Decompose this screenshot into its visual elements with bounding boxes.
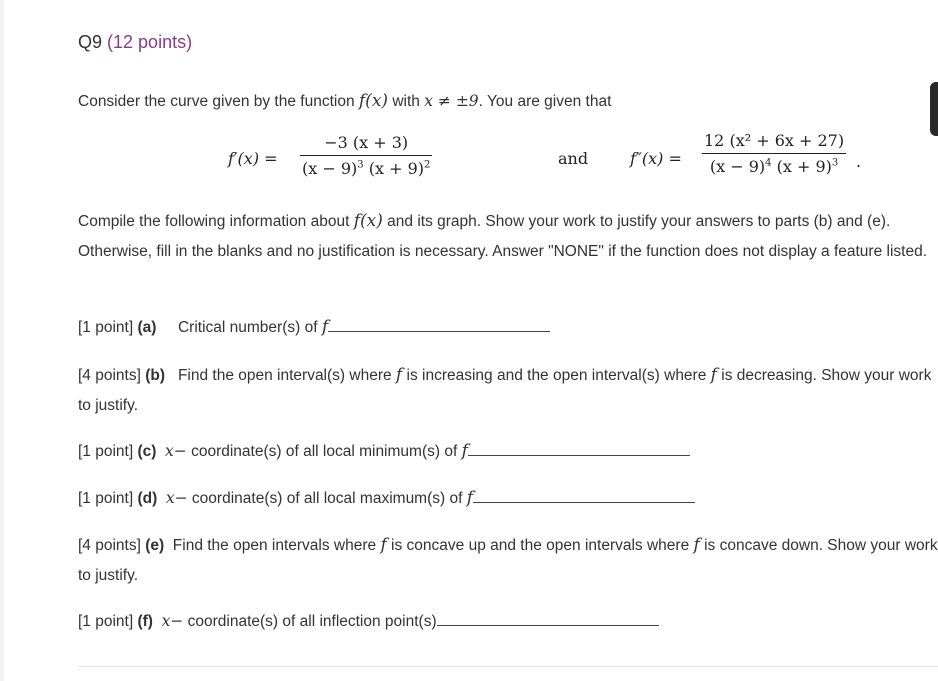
- part-b-f1: f: [395, 365, 403, 385]
- part-b-f2: f: [710, 365, 717, 385]
- part-a-answer-blank[interactable]: [328, 317, 550, 332]
- fdouble-denominator: $(x - 9)^4$ $(x + 9)^3$: [702, 153, 846, 176]
- part-a-text: Critical number(s) of: [177, 319, 322, 336]
- fdouble-label: f″(x) =: [630, 149, 682, 168]
- intro-condition: x ≠ ±9: [424, 92, 479, 110]
- part-e-text-3: is concave down. Show your work to justify.: [78, 537, 938, 584]
- part-b-text-3: is decreasing. Show your work to justify.: [78, 367, 932, 414]
- question-number: Q9: [78, 32, 103, 52]
- part-a-f: f: [321, 317, 329, 337]
- part-d-label: (d): [137, 490, 158, 507]
- part-f: [78, 606, 938, 637]
- part-d: [78, 483, 938, 514]
- part-b-text-2: is increasing and the open interval(s) where: [402, 367, 711, 384]
- part-b: [78, 360, 938, 421]
- part-b-label: (b): [145, 367, 166, 384]
- part-f-points: [1 point]: [78, 613, 134, 630]
- intro-text-1: Consider the curve given by the function: [78, 93, 359, 110]
- part-e-f2: f: [693, 535, 700, 555]
- part-d-text: coordinate(s) of all local maximum(s) of: [187, 490, 467, 507]
- fdouble-numerator: 12 (x² + 6x + 27): [704, 131, 845, 150]
- part-d-f: f: [466, 488, 474, 508]
- part-a-label: (a): [137, 319, 157, 336]
- part-a-points: [1 point]: [78, 319, 134, 336]
- part-d-answer-blank[interactable]: [473, 488, 695, 503]
- part-c-f: f: [461, 441, 468, 461]
- left-border-strip: [0, 0, 4, 681]
- part-f-answer-blank[interactable]: [437, 611, 659, 626]
- fdouble-fraction: [702, 131, 846, 176]
- instructions-fx: f(x): [353, 211, 383, 231]
- part-c-text: coordinate(s) of all local minimum(s) of: [186, 443, 462, 460]
- fprime-label: f′(x) =: [228, 149, 278, 168]
- part-f-xvar: x−: [161, 612, 184, 630]
- part-c-xvar: x−: [165, 442, 187, 460]
- formula-period: .: [856, 152, 862, 171]
- fprime-denominator: $(x - 9)^3$ $(x + 9)^2$: [300, 155, 432, 178]
- fprime-fraction: [300, 133, 432, 178]
- intro-fx: f(x): [358, 91, 389, 111]
- part-c-points: [1 point]: [78, 443, 134, 460]
- part-e-text-1: Find the open intervals where: [172, 537, 381, 554]
- intro-text-3: . You are given that: [478, 93, 612, 110]
- fprime-numerator: −3 (x + 3): [324, 133, 409, 152]
- instructions-text-1: Compile the following information about: [78, 213, 354, 230]
- part-c-answer-blank[interactable]: [468, 441, 690, 456]
- part-e-f1: f: [380, 535, 387, 555]
- part-e-label: (e): [145, 537, 165, 554]
- part-d-points: [1 point]: [78, 490, 134, 507]
- part-e-text-2: is concave up and the open intervals where: [386, 537, 694, 554]
- intro-paragraph: [78, 86, 938, 117]
- bottom-divider: [78, 666, 938, 667]
- part-c-label: (c): [137, 443, 157, 460]
- part-e: [78, 530, 938, 591]
- question-points: (12 points): [107, 32, 193, 52]
- intro-text-2: with: [388, 93, 425, 110]
- part-f-label: (f): [137, 613, 153, 630]
- part-d-xvar: x−: [165, 489, 188, 507]
- part-b-points: [4 points]: [78, 367, 141, 384]
- part-b-text-1: Find the open interval(s) where: [177, 367, 396, 384]
- and-word: and: [558, 149, 589, 168]
- part-a: [78, 312, 938, 343]
- part-f-text: coordinate(s) of all inflection point(s): [183, 613, 437, 630]
- instructions-text-2: and its graph. Show your work to justify your answers to parts (b) and (e). Otherwise, fill in the blanks and no justification is necessary. Answer "NONE" if the function does not display a feature listed.: [78, 213, 928, 260]
- instructions-paragraph: [78, 206, 938, 267]
- part-e-points: [4 points]: [78, 537, 141, 554]
- question-title: [78, 32, 192, 53]
- part-c: [78, 436, 938, 467]
